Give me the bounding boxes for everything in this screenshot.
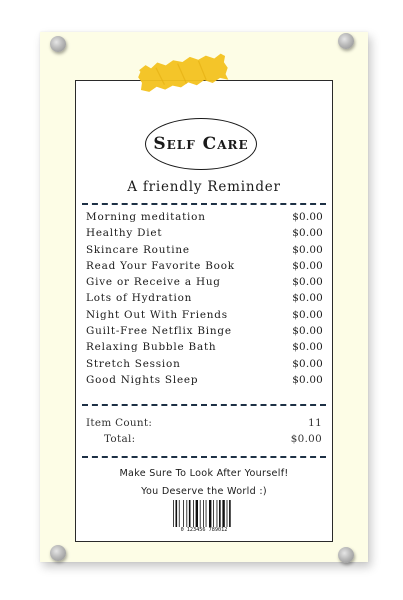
barcode-bar (203, 500, 204, 528)
receipt-item-price: $0.00 (292, 325, 323, 338)
receipt-item-price: $0.00 (292, 373, 323, 386)
barcode-bar (227, 500, 228, 528)
barcode-bar (173, 500, 174, 528)
barcode-bar (217, 500, 218, 528)
logo-text: Self Care (153, 134, 249, 154)
barcode-bar (189, 500, 191, 528)
receipt-item-row (86, 292, 323, 308)
barcode-number: 0 123456 789012 (172, 527, 236, 534)
barcode-bar (206, 500, 207, 528)
barcode-bar (229, 500, 231, 528)
logo-badge (145, 118, 257, 170)
receipt-item-row (86, 260, 323, 276)
receipt-item-name: Stretch Session (86, 357, 181, 370)
receipt-item-name: Healthy Diet (86, 227, 163, 240)
receipt-item-name: Night Out With Friends (86, 308, 228, 321)
receipt-item-row (86, 309, 323, 325)
receipt-item-name: Lots of Hydration (86, 292, 193, 305)
barcode-bar (176, 500, 178, 528)
receipt-item-row (86, 244, 323, 260)
receipt-item-row (86, 358, 323, 374)
pin-top-right-icon (338, 33, 354, 49)
item-count-label: Item Count: (86, 417, 153, 429)
receipt-item-name: Skincare Routine (86, 243, 190, 256)
pin-bottom-right-icon (338, 547, 354, 563)
barcode-bar (200, 500, 201, 528)
receipt-item-row (86, 227, 323, 243)
barcode-bar (219, 500, 221, 528)
barcode-bar (183, 500, 184, 528)
receipt-item-name: Relaxing Bubble Bath (86, 341, 217, 354)
receipt-item-price: $0.00 (292, 211, 323, 223)
receipt-item-name: Guilt-Free Netflix Binge (86, 325, 232, 338)
receipt-item-price: $0.00 (292, 341, 323, 354)
item-list (86, 211, 323, 390)
divider-top (82, 203, 326, 205)
receipt-item-price: $0.00 (292, 243, 323, 256)
barcode-bar (193, 500, 194, 528)
barcode-icon (172, 500, 236, 534)
barcode-bar (179, 500, 180, 528)
pin-bottom-left-icon (50, 545, 66, 561)
total-label: Total: (104, 433, 136, 445)
receipt-item-name: Morning meditation (86, 211, 206, 223)
divider-middle (82, 404, 326, 406)
pin-top-left-icon (50, 36, 66, 52)
barcode-bar (213, 500, 214, 528)
receipt-item-row (86, 374, 323, 390)
receipt (75, 80, 333, 542)
receipt-subtitle: A friendly Reminder (127, 179, 281, 195)
barcode-bar (196, 500, 198, 528)
receipt-item-price: $0.00 (292, 227, 323, 240)
receipt-item-price: $0.00 (292, 276, 323, 289)
receipt-item-name: Good Nights Sleep (86, 373, 199, 386)
footer-line-1: Make Sure To Look After Yourself! (119, 468, 289, 479)
receipt-item-row (86, 276, 323, 292)
barcode-bar (186, 500, 187, 528)
receipt-item-row (86, 211, 323, 227)
receipt-item-name: Give or Receive a Hug (86, 276, 221, 289)
receipt-item-price: $0.00 (292, 357, 323, 370)
receipt-item-row (86, 325, 323, 341)
total-value: $0.00 (290, 433, 322, 445)
item-count-value: 11 (308, 417, 322, 429)
receipt-item-price: $0.00 (292, 308, 323, 321)
receipt-item-row (86, 341, 323, 357)
barcode-bar (209, 500, 211, 528)
footer-line-2: You Deserve the World :) (141, 486, 267, 497)
divider-bottom (82, 456, 326, 458)
receipt-item-price: $0.00 (292, 259, 323, 272)
barcode-bar (222, 500, 224, 528)
receipt-item-price: $0.00 (292, 292, 323, 305)
receipt-item-name: Read Your Favorite Book (86, 259, 235, 272)
